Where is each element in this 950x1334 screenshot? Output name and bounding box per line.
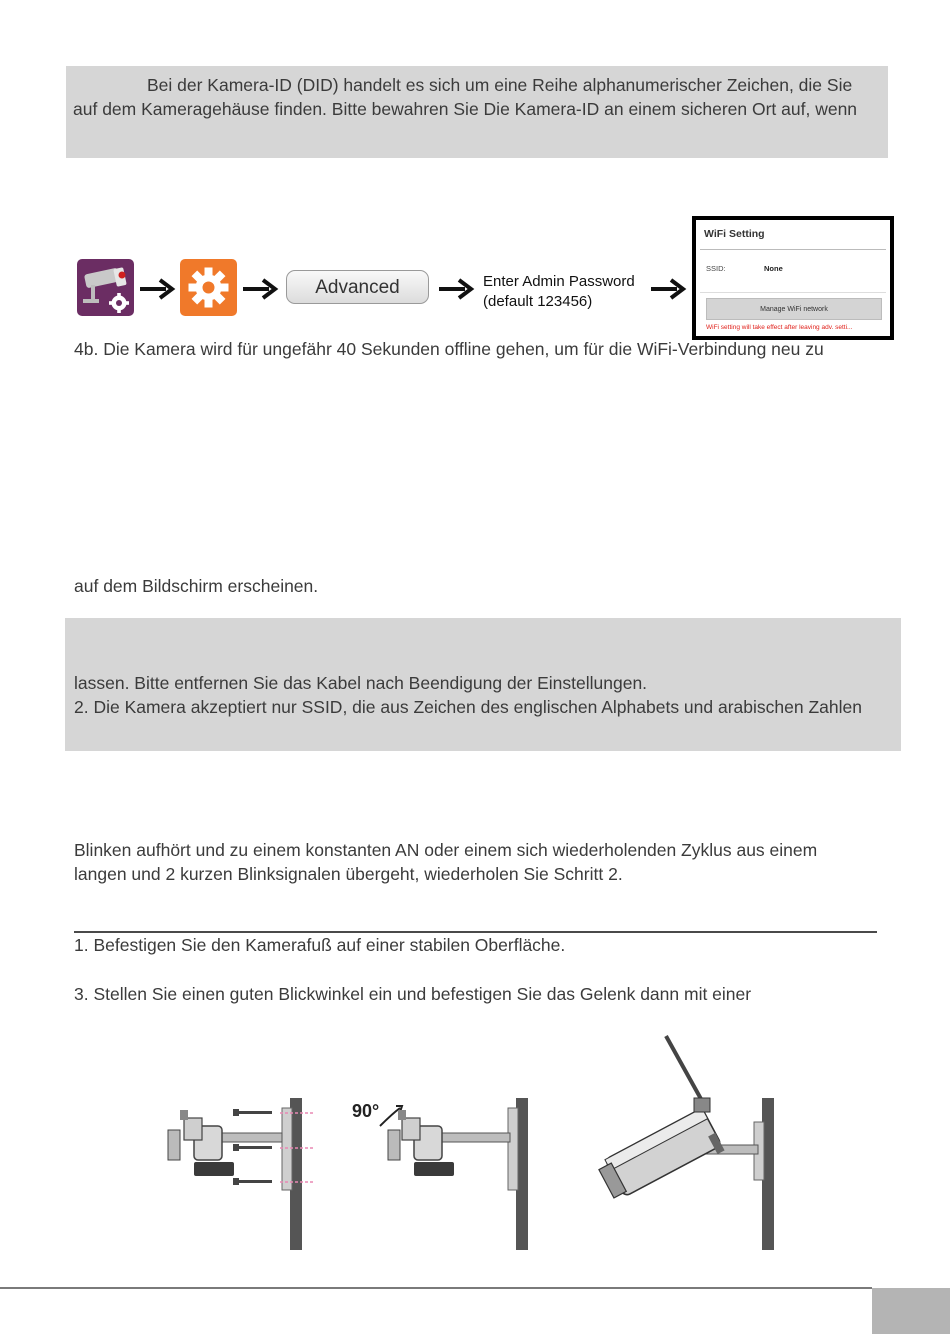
mount-step-3: 3. Stellen Sie einen guten Blickwinkel ein und befestigen Sie das Gelenk dann mit einer xyxy=(74,984,752,1004)
paragraph-4b: 4b. Die Kamera wird für ungefähr 40 Sekunden offline gehen, um für die WiFi-Verbindung neu zu xyxy=(74,339,824,359)
mount-step-rotate-figure xyxy=(352,1098,528,1250)
arrow-right-icon xyxy=(649,277,687,301)
note-camera-id-line2: auf dem Kameragehäuse finden. Bitte bewahren Sie Die Kamera-ID an einem sicheren Ort auf, wenn xyxy=(73,99,858,119)
note-camera-id-line1: Bei der Kamera-ID (DID) handelt es sich um eine Reihe alphanumerischer Zeichen, die Sie xyxy=(147,75,853,95)
admin-password-line1: Enter Admin Password xyxy=(483,273,635,290)
wifi-setting-title: WiFi Setting xyxy=(704,228,765,240)
blink-line2: langen und 2 kurzen Blinksignalen übergeht, wiederholen Sie Schritt 2. xyxy=(74,864,623,884)
admin-password-line2: (default 123456) xyxy=(483,293,593,310)
wifi-setting-screenshot xyxy=(692,216,894,340)
mount-step-camera-figure xyxy=(596,1036,774,1250)
camera-app-icon xyxy=(77,259,134,316)
manage-wifi-button[interactable]: Manage WiFi network xyxy=(706,298,882,320)
mount-step-screws-figure xyxy=(168,1098,315,1250)
footer-rule xyxy=(0,1287,872,1289)
settings-gear-icon xyxy=(180,259,237,316)
admin-password-hint xyxy=(483,272,635,312)
note-ssid-line: 2. Die Kamera akzeptiert nur SSID, die aus Zeichen des englischen Alphabets und arabischen Zahlen xyxy=(74,697,862,717)
screen-appear-line: auf dem Bildschirm erscheinen. xyxy=(74,576,319,596)
wifi-ssid-label: SSID: xyxy=(706,264,726,273)
advanced-button[interactable]: Advanced xyxy=(286,270,429,304)
arrow-right-icon xyxy=(138,277,176,301)
mounting-illustration xyxy=(110,1030,810,1260)
page-number-tab xyxy=(872,1288,950,1334)
blink-line1: Blinken aufhört und zu einem konstanten AN oder einem sich wiederholenden Zyklus aus einem xyxy=(74,840,818,860)
arrow-right-icon xyxy=(241,277,279,301)
mount-step-1: 1. Befestigen Sie den Kamerafuß auf einer stabilen Oberfläche. xyxy=(74,935,566,955)
wifi-warning-text: WiFi setting will take effect after leaving adv. setti... xyxy=(706,324,853,331)
wifi-ssid-value: None xyxy=(764,264,783,273)
arrow-right-icon xyxy=(437,277,475,301)
angle-90-label: 90° xyxy=(352,1101,380,1121)
note-cable-line: lassen. Bitte entfernen Sie das Kabel nach Beendigung der Einstellungen. xyxy=(74,673,648,693)
